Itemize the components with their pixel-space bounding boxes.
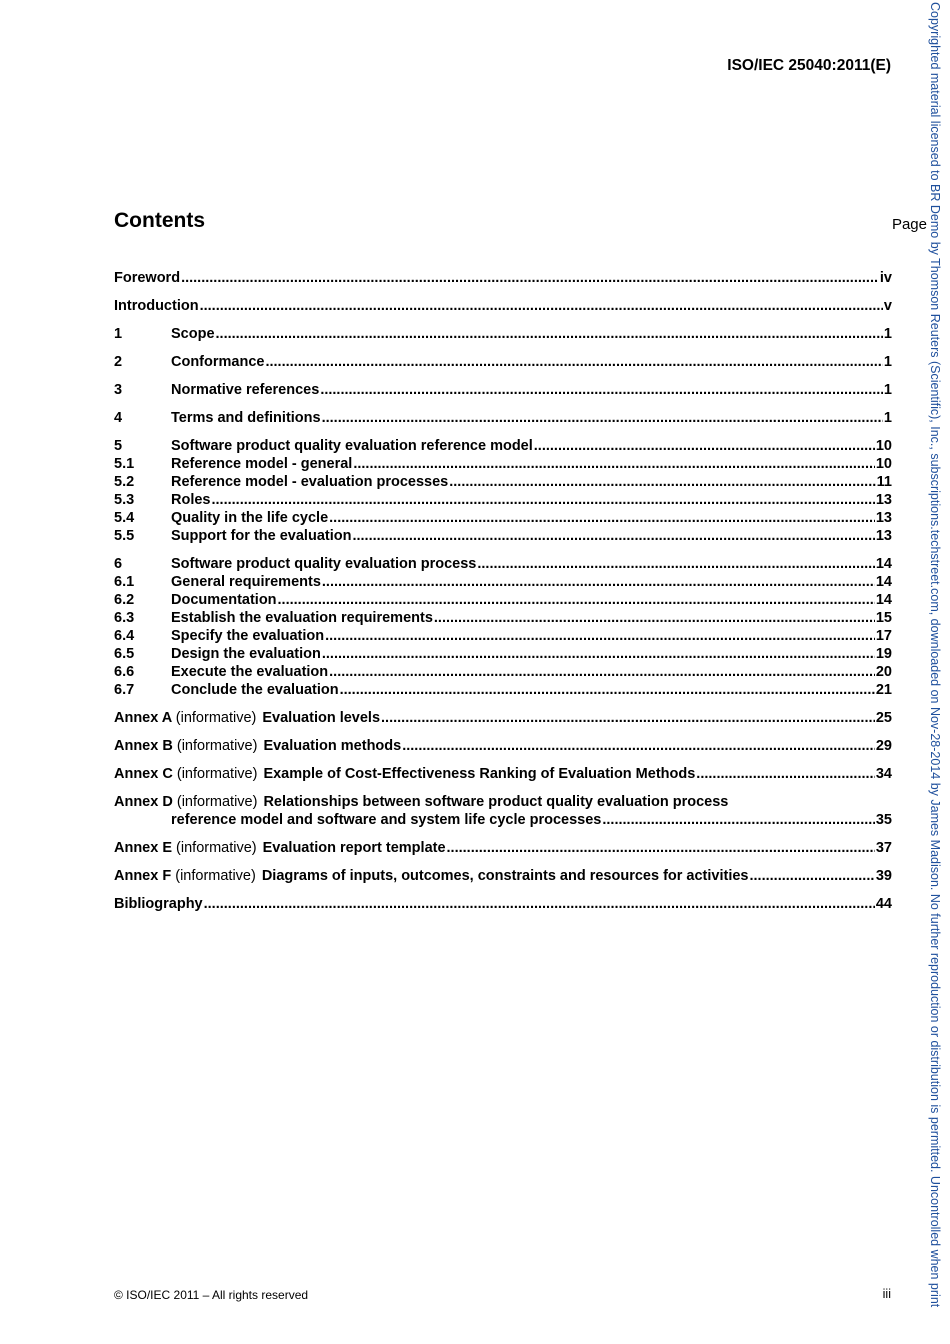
- toc-entry-title: Quality in the life cycle: [171, 510, 329, 526]
- toc-entry-title: General requirements: [171, 574, 321, 590]
- toc-entry-annex-f[interactable]: [114, 867, 892, 885]
- toc-entry-page: 10: [875, 438, 892, 454]
- toc-entry-number: 3: [114, 382, 123, 398]
- toc-entry-page: 11: [876, 474, 892, 490]
- toc-entry-1[interactable]: [114, 325, 892, 343]
- annex-label: Annex B: [114, 738, 173, 754]
- toc-entry-5-4[interactable]: [114, 509, 892, 527]
- toc-entry-annex-e[interactable]: [114, 839, 892, 857]
- toc-entry-title: Support for the evaluation: [171, 528, 352, 544]
- toc-entry-6-4[interactable]: [114, 627, 892, 645]
- toc-entry-6[interactable]: [114, 555, 892, 573]
- annex-informative: (informative): [176, 766, 258, 782]
- toc-entry-number: 5.3: [114, 492, 135, 508]
- toc-entry-3[interactable]: [114, 381, 892, 399]
- annex-informative: (informative): [176, 794, 258, 810]
- toc-entry-title: reference model and software and system life cycle processes: [171, 812, 602, 828]
- toc-entry-page: 15: [875, 610, 892, 626]
- toc-entry-annex-c[interactable]: [114, 765, 892, 783]
- toc-entry-5-3[interactable]: [114, 491, 892, 509]
- toc-group-3: [114, 381, 892, 399]
- toc-entry-6-7[interactable]: [114, 681, 892, 699]
- toc-entry-number: 6: [114, 556, 123, 572]
- toc-group-4: [114, 409, 892, 427]
- toc-group-annex-e: [114, 839, 892, 857]
- toc-entry-number: 5.2: [114, 474, 135, 490]
- toc-entry-title: Example of Cost-Effectiveness Ranking of Evaluation Methods: [263, 766, 696, 782]
- toc-entry-6-2[interactable]: [114, 591, 892, 609]
- page-column-label: Page: [891, 216, 927, 233]
- toc-entry-title: Evaluation methods: [263, 738, 402, 754]
- toc-entry-title: Design the evaluation: [171, 646, 321, 662]
- toc-entry-page: 13: [875, 510, 892, 526]
- toc-entry-6-3[interactable]: [114, 609, 892, 627]
- toc-group-annex-a: [114, 709, 892, 727]
- toc-entry-5-1[interactable]: [114, 455, 892, 473]
- toc-entry-number: 5: [114, 438, 123, 454]
- toc-entry-title: Foreword: [114, 270, 181, 286]
- toc-entry-number: 6.4: [114, 628, 135, 644]
- footer-page-number: iii: [882, 1287, 891, 1301]
- toc-entry-title: Bibliography: [114, 896, 203, 912]
- toc-entry-title: Software product quality evaluation process: [171, 556, 477, 572]
- toc-group-6: [114, 555, 892, 699]
- toc-entry-title: Evaluation levels: [262, 710, 381, 726]
- annex-informative: (informative): [176, 738, 258, 754]
- toc-entry-title: Evaluation report template: [262, 840, 446, 856]
- toc-entry-page: 1: [883, 410, 892, 426]
- toc-entry-number: 6.3: [114, 610, 135, 626]
- annex-label: Annex F: [114, 868, 172, 884]
- toc-group-annex-d: [114, 793, 892, 829]
- toc-entry-5-2[interactable]: [114, 473, 892, 491]
- toc-group-annex-b: [114, 737, 892, 755]
- toc-entry-page: 1: [883, 326, 892, 342]
- toc-entry-page: 1: [883, 382, 892, 398]
- toc-entry-page: v: [883, 298, 892, 314]
- copyright-side-note: Copyrighted material licensed to BR Demo by Thomson Reuters (Scientific), Inc., subscriptions.techstreet.com, downloaded on Nov-28-2014 by James Madison. No further reproduction or distribution is permitted. Uncontrolled when print: [928, 2, 942, 1308]
- contents-title: Contents: [114, 209, 205, 232]
- toc-entry-annex-b[interactable]: [114, 737, 892, 755]
- toc-entry-bibliography[interactable]: [114, 895, 892, 913]
- toc-entry-number: 5.5: [114, 528, 135, 544]
- toc-group-introduction: [114, 297, 892, 315]
- annex-informative: (informative): [175, 868, 256, 884]
- toc-entry-title: Reference model - evaluation processes: [171, 474, 449, 490]
- toc-entry-page: 39: [875, 868, 892, 884]
- toc-entry-annex-d-line2[interactable]: [114, 811, 892, 829]
- toc-entry-number: 1: [114, 326, 123, 342]
- toc-entry-page: 19: [875, 646, 892, 662]
- toc-entry-page: 20: [875, 664, 892, 680]
- toc-entry-page: 44: [875, 896, 892, 912]
- toc-entry-title: Terms and definitions: [171, 410, 321, 426]
- toc-entry-number: 6.5: [114, 646, 135, 662]
- toc-entry-6-1[interactable]: [114, 573, 892, 591]
- annex-label: Annex D: [114, 794, 173, 810]
- toc-entry-title: Roles: [171, 492, 211, 508]
- toc-group-1: [114, 325, 892, 343]
- toc-entry-foreword[interactable]: [114, 269, 892, 287]
- toc-entry-page: iv: [879, 270, 892, 286]
- toc-group-foreword: [114, 269, 892, 287]
- toc-entry-number: 5.1: [114, 456, 135, 472]
- toc-entry-page: 17: [875, 628, 892, 644]
- toc-entry-page: 25: [875, 710, 892, 726]
- toc-entry-page: 34: [875, 766, 892, 782]
- toc-entry-title: Normative references: [171, 382, 320, 398]
- toc-entry-page: 10: [875, 456, 892, 472]
- toc-entry-2[interactable]: [114, 353, 892, 371]
- toc-entry-5-5[interactable]: [114, 527, 892, 545]
- toc-entry-page: 14: [875, 574, 892, 590]
- toc-entry-title: Establish the evaluation requirements: [171, 610, 433, 626]
- toc-entry-title: Documentation: [171, 592, 277, 608]
- toc-entry-4[interactable]: [114, 409, 892, 427]
- toc-group-2: [114, 353, 892, 371]
- toc-group-annex-c: [114, 765, 892, 783]
- toc-entry-title: Relationships between software product quality evaluation process: [263, 794, 729, 810]
- toc-group-5: [114, 437, 892, 545]
- toc-entry-title: Scope: [171, 326, 215, 342]
- toc-group-bibliography: [114, 895, 892, 913]
- annex-label: Annex E: [114, 840, 173, 856]
- toc-entry-annex-a[interactable]: [114, 709, 892, 727]
- document-id: ISO/IEC 25040:2011(E): [727, 57, 891, 74]
- toc-entry-5[interactable]: [114, 437, 892, 455]
- toc-entry-number: 6.6: [114, 664, 135, 680]
- annex-label: Annex A: [114, 710, 172, 726]
- toc-entry-page: 29: [875, 738, 892, 754]
- annex-label: Annex C: [114, 766, 173, 782]
- toc-entry-page: 1: [883, 354, 892, 370]
- toc-entry-title: Software product quality evaluation reference model: [171, 438, 533, 454]
- annex-informative: (informative): [175, 710, 257, 726]
- toc-group-annex-f: [114, 867, 892, 885]
- toc-entry-title: Introduction: [114, 298, 199, 314]
- footer-copyright: © ISO/IEC 2011 – All rights reserved: [114, 1288, 309, 1302]
- toc-entry-title: Specify the evaluation: [171, 628, 325, 644]
- toc-entry-page: 35: [875, 812, 892, 828]
- toc-entry-title: Diagrams of inputs, outcomes, constraints and resources for activities: [261, 868, 749, 884]
- toc-entry-6-6[interactable]: [114, 663, 892, 681]
- toc-entry-title: Conclude the evaluation: [171, 682, 339, 698]
- toc-entry-introduction[interactable]: [114, 297, 892, 315]
- toc-entry-number: 4: [114, 410, 123, 426]
- toc-entry-title: Execute the evaluation: [171, 664, 329, 680]
- toc-entry-page: 13: [875, 492, 892, 508]
- toc-entry-annex-d-line1[interactable]: [114, 793, 892, 811]
- toc-entry-6-5[interactable]: [114, 645, 892, 663]
- toc-entry-number: 2: [114, 354, 123, 370]
- toc-entry-page: 13: [875, 528, 892, 544]
- toc-entry-page: 14: [875, 556, 892, 572]
- toc-entry-title: Conformance: [171, 354, 265, 370]
- toc-entry-number: 6.2: [114, 592, 135, 608]
- toc-entry-page: 14: [875, 592, 892, 608]
- table-of-contents: [114, 269, 892, 923]
- toc-entry-page: 21: [875, 682, 892, 698]
- toc-entry-title: Reference model - general: [171, 456, 353, 472]
- annex-informative: (informative): [176, 840, 257, 856]
- toc-entry-number: 5.4: [114, 510, 135, 526]
- toc-entry-page: 37: [875, 840, 892, 856]
- toc-entry-number: 6.1: [114, 574, 135, 590]
- toc-entry-number: 6.7: [114, 682, 135, 698]
